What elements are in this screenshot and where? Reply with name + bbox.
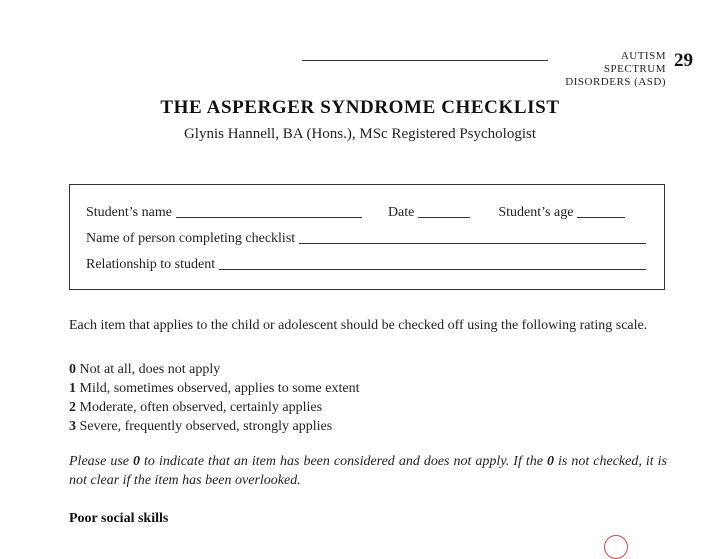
- relationship-line[interactable]: [219, 268, 646, 270]
- student-age-line[interactable]: [577, 216, 625, 218]
- note-text: to indicate that an item has been considered and does not apply. If the: [140, 454, 547, 469]
- scale-text: Severe, frequently observed, strongly applies: [79, 419, 333, 434]
- scale-item: [69, 398, 359, 417]
- note-text: Please use: [69, 454, 134, 469]
- completer-line[interactable]: [299, 242, 646, 244]
- student-name-label: Student’s name: [86, 205, 172, 220]
- scale-item: [69, 417, 359, 436]
- scale-text: Mild, sometimes observed, applies to some extent: [79, 381, 360, 396]
- scale-text: Not at all, does not apply: [79, 362, 221, 377]
- relationship-label: Relationship to student: [86, 257, 216, 272]
- running-head-line: SPECTRUM: [603, 63, 666, 75]
- scale-score: 1: [69, 381, 76, 396]
- running-head-line: AUTISM: [620, 50, 666, 62]
- student-info-box: [69, 184, 665, 290]
- completer-label: Name of person completing checklist: [86, 231, 296, 246]
- relationship-row: [86, 253, 646, 273]
- intro-paragraph: Each item that applies to the child or adolescent should be checked off using the following rating scale.: [69, 318, 648, 333]
- instruction-note: [69, 452, 667, 490]
- date-line[interactable]: [418, 216, 470, 218]
- scale-item: [69, 360, 359, 379]
- scale-item: [69, 379, 359, 398]
- scale-score: 3: [69, 419, 76, 434]
- scale-text: Moderate, often observed, certainly applies: [79, 400, 323, 415]
- running-head-line: DISORDERS (ASD): [565, 76, 666, 88]
- running-head: [446, 50, 666, 89]
- student-age-label: Student’s age: [498, 205, 574, 220]
- note-text: is not checked, it is not clear if the item has been overlooked.: [69, 454, 667, 488]
- checklist-title: THE ASPERGER SYNDROME CHECKLIST: [160, 97, 560, 118]
- rating-scale: [69, 360, 359, 436]
- page-number: 29: [674, 50, 693, 71]
- note-zero: 0: [133, 454, 141, 469]
- section-heading: Poor social skills: [69, 511, 169, 526]
- completer-row: [86, 227, 646, 247]
- scale-score: 0: [69, 362, 76, 377]
- author-line: Glynis Hannell, BA (Hons.), MSc Registered Psychologist: [183, 126, 537, 142]
- student-info-row: [86, 201, 646, 221]
- red-circle-mark: [604, 535, 628, 559]
- student-name-line[interactable]: [176, 216, 362, 218]
- scale-score: 2: [69, 400, 76, 415]
- note-zero: 0: [546, 454, 554, 469]
- date-label: Date: [387, 205, 415, 220]
